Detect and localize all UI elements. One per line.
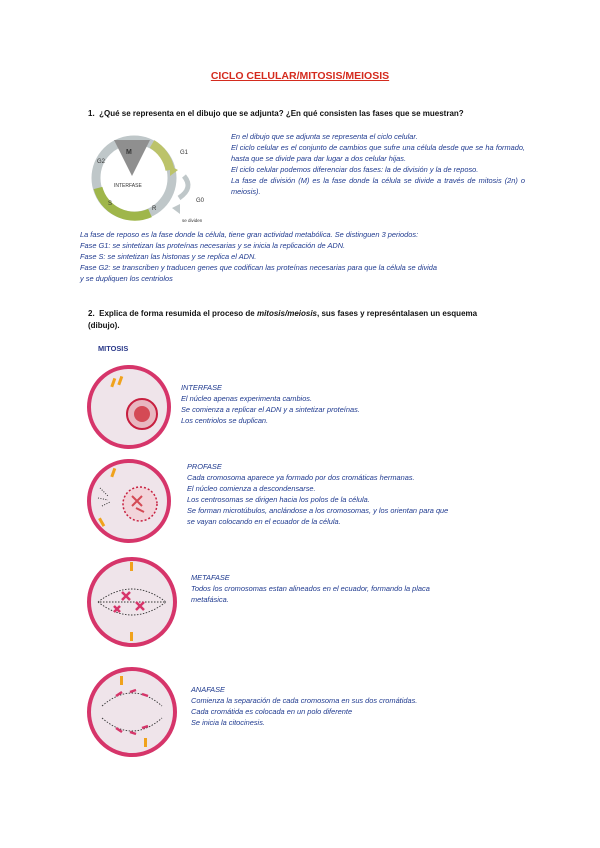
cell-membrane	[89, 669, 175, 755]
phase-line: Comienza la separación de cada cromosoma en sus dos cromátidas.	[191, 696, 418, 705]
anafase-cell-image	[86, 666, 178, 758]
question-emphasis: mitosis/meiosis	[256, 309, 317, 318]
phase-line: metafásica.	[191, 595, 229, 604]
phase-line: Los centrosomas se dirigen hacia los polos de la célula.	[187, 495, 370, 504]
centriole-icon	[130, 632, 133, 641]
answer-paragraph: El ciclo celular podemos diferenciar dos fases: la de división y la de reposo.	[231, 165, 479, 174]
label-m: M	[126, 149, 132, 156]
label-interfase: INTERFASE	[114, 183, 142, 189]
interfase-cell-image	[86, 364, 172, 450]
answer-paragraph: Fase G2: se transcriben y traducen genes que codifican las proteínas necesarias para que la célula se divida	[80, 263, 438, 272]
answer-paragraph: El ciclo celular es el conjunto de cambios que sufre una célula desde que se ha formado, hasta que se divide para dar lugar a dos celular hijas.	[231, 143, 525, 163]
centriole-icon	[120, 676, 123, 685]
answer-paragraph: En el dibujo que se adjunta se representa el ciclo celular.	[231, 132, 418, 141]
cell-cycle-diagram	[84, 126, 234, 226]
phase-name: METAFASE	[191, 573, 230, 582]
label-g1: G1	[180, 150, 189, 156]
question-text: ¿Qué se representa en el dibujo que se adjunta? ¿En qué consisten las fases que se muestran?	[99, 109, 464, 118]
centriole-icon	[144, 738, 147, 747]
label-nondividing-2: se dividen	[182, 218, 203, 223]
question-1	[88, 109, 464, 118]
phase-name: ANAFASE	[191, 685, 225, 694]
label-r: R	[152, 206, 157, 212]
answer-paragraph: La fase de reposo es la fase donde la célula, tiene gran actividad metabólica. Se distinguen 3 periodos:	[80, 230, 419, 239]
profase-cell-image	[86, 458, 172, 544]
phase-line: Todos los cromosomas estan alineados en el ecuador, formando la placa	[191, 584, 430, 593]
page-title: CICLO CELULAR/MITOSIS/MEIOSIS	[210, 70, 390, 82]
nucleolus	[134, 406, 150, 422]
g0-arc	[179, 176, 188, 198]
phase-line: Cada cromosoma aparece ya formado por dos cromáticas hermanas.	[187, 473, 415, 482]
answer-1-full	[80, 229, 530, 284]
question-number: 2.	[88, 309, 95, 318]
answer-paragraph: Fase S: se sintetizan las histonas y se replica el ADN.	[80, 252, 257, 261]
phase-line: El núcleo apenas experimenta cambios.	[181, 394, 313, 403]
phase-line: El núcleo comienza a descondensarse.	[187, 484, 316, 493]
phase-line: se vayan colocando en el ecuador de la célula.	[187, 517, 341, 526]
label-g0: G0	[196, 198, 205, 204]
phase-line: Se inicia la citocinesis.	[191, 718, 265, 727]
profase-text	[187, 461, 448, 527]
phase-name: INTERFASE	[181, 383, 222, 392]
g2-s-arc	[98, 188, 150, 216]
phase-line: Se comienza a replicar el ADN y a sintetizar proteínas.	[181, 405, 360, 414]
question-number: 1.	[88, 109, 95, 118]
answer-paragraph: La fase de división (M) es la fase donde la célula se divide a través de mitosis (2n) o meiosis).	[231, 176, 525, 196]
label-g2: G2	[97, 159, 106, 165]
phase-line: Cada cromátida es colocada en un polo diferente	[191, 707, 353, 716]
g1-arc	[152, 144, 170, 170]
metafase-cell-image	[86, 556, 178, 648]
section-label-mitosis: MITOSIS	[98, 344, 129, 353]
phase-line: Los centriolos se duplican.	[181, 416, 269, 425]
answer-1-side	[231, 131, 525, 197]
question-text: Explica de forma resumida el proceso de	[99, 309, 257, 318]
question-2	[88, 308, 528, 332]
metafase-text	[191, 572, 430, 605]
m-phase-wedge	[114, 140, 150, 176]
question-text: , sus fases y represéntalasen un esquema	[317, 309, 478, 318]
question-text: (dibujo).	[88, 321, 120, 330]
phase-name: PROFASE	[187, 462, 222, 471]
answer-paragraph: Fase G1: se sintetizan las proteínas necesarias y se inicia la replicación de ADN.	[80, 241, 346, 250]
label-s: S	[108, 201, 113, 207]
anafase-text	[191, 684, 417, 728]
answer-paragraph: y se dupliquen los centriolos	[80, 274, 173, 283]
arrow-head-icon	[172, 204, 180, 214]
interfase-text	[181, 382, 360, 426]
phase-line: Se forman microtúbulos, anclándose a los cromosomas, y los orientan para que	[187, 506, 449, 515]
centriole-icon	[130, 562, 133, 571]
